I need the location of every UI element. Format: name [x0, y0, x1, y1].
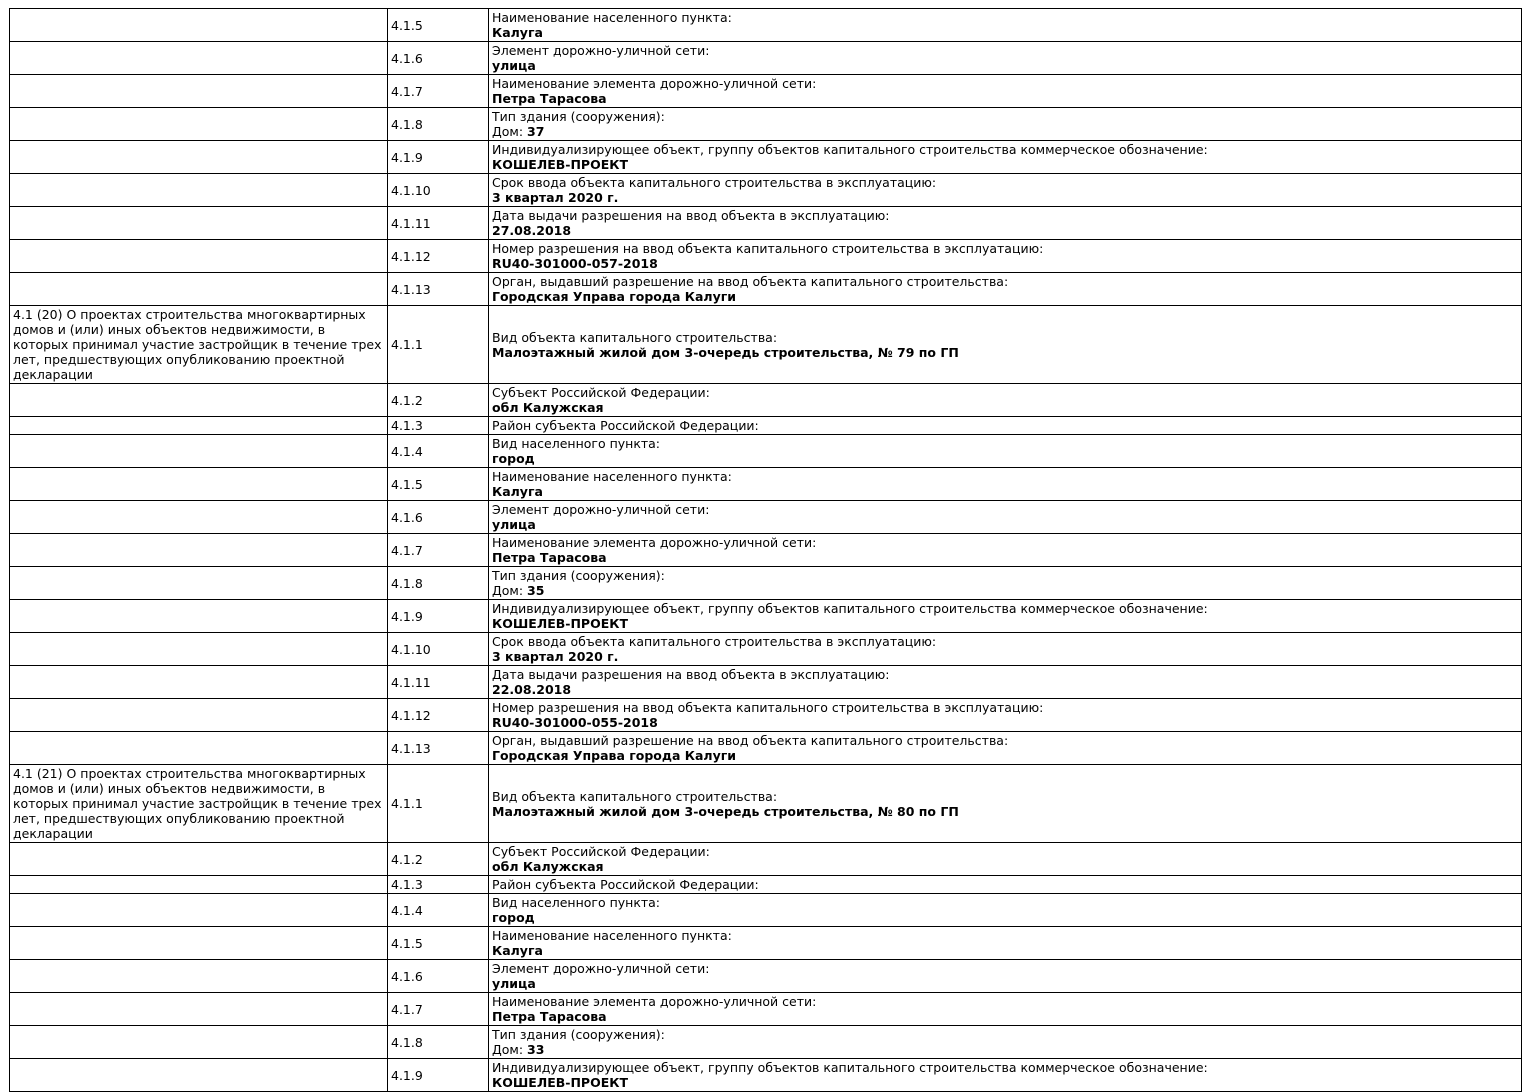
field-value-line	[492, 859, 1518, 874]
section-cell	[10, 141, 388, 174]
field-label: Индивидуализирующее объект, группу объектов капитального строительства коммерческое обозначение:	[492, 1060, 1208, 1075]
field-value: город	[492, 910, 535, 925]
field-value-prefix: Дом:	[492, 1042, 528, 1057]
field-value-line	[492, 256, 1518, 271]
field-value-line	[492, 1075, 1518, 1090]
section-cell	[10, 42, 388, 75]
field-value-line	[492, 804, 1518, 819]
field-label: Индивидуализирующее объект, группу объектов капитального строительства коммерческое обозначение:	[492, 142, 1208, 157]
field-cell	[489, 1059, 1522, 1092]
table-row	[10, 273, 1522, 306]
field-cell	[489, 927, 1522, 960]
field-cell	[489, 894, 1522, 927]
table-row	[10, 207, 1522, 240]
field-label: Дата выдачи разрешения на ввод объекта в эксплуатацию:	[492, 208, 890, 223]
section-cell	[10, 960, 388, 993]
field-value: 37	[527, 124, 545, 139]
declaration-table	[9, 8, 1522, 1092]
field-cell	[489, 699, 1522, 732]
field-value: Городская Управа города Калуги	[492, 289, 737, 304]
field-cell	[489, 876, 1522, 894]
row-code: 4.1.9	[388, 600, 489, 633]
field-value: 3 квартал 2020 г.	[492, 649, 619, 664]
section-cell	[10, 306, 388, 384]
field-label: Наименование элемента дорожно-уличной сети:	[492, 994, 817, 1009]
row-code: 4.1.2	[388, 843, 489, 876]
table-row	[10, 993, 1522, 1026]
field-label: Район субъекта Российской Федерации:	[492, 418, 759, 433]
declaration-table-body	[10, 9, 1522, 1092]
field-label: Субъект Российской Федерации:	[492, 385, 710, 400]
row-code: 4.1.4	[388, 894, 489, 927]
row-code: 4.1.2	[388, 384, 489, 417]
field-value: улица	[492, 58, 536, 73]
field-value: RU40-301000-055-2018	[492, 715, 658, 730]
field-label: Номер разрешения на ввод объекта капитального строительства в эксплуатацию:	[492, 700, 1044, 715]
field-value-line	[492, 223, 1518, 238]
section-cell	[10, 435, 388, 468]
field-value: 3 квартал 2020 г.	[492, 190, 619, 205]
field-cell	[489, 468, 1522, 501]
field-cell	[489, 600, 1522, 633]
section-cell	[10, 501, 388, 534]
field-value-line	[492, 484, 1518, 499]
section-cell	[10, 174, 388, 207]
section-cell	[10, 633, 388, 666]
field-value-line	[492, 748, 1518, 763]
row-code: 4.1.6	[388, 42, 489, 75]
field-value-line	[492, 157, 1518, 172]
field-value: Малоэтажный жилой дом 3-очередь строительства, № 79 по ГП	[492, 344, 959, 360]
section-cell	[10, 876, 388, 894]
table-row	[10, 600, 1522, 633]
field-value-line	[492, 345, 1518, 360]
field-value: Калуга	[492, 484, 543, 499]
field-value-line	[492, 1009, 1518, 1024]
field-label: Дата выдачи разрешения на ввод объекта в эксплуатацию:	[492, 667, 890, 682]
row-code: 4.1.7	[388, 993, 489, 1026]
field-value: Петра Тарасова	[492, 550, 607, 565]
field-label: Район субъекта Российской Федерации:	[492, 877, 759, 892]
field-value: КОШЕЛЕВ-ПРОЕКТ	[492, 616, 628, 631]
field-value: улица	[492, 517, 536, 532]
field-value: Городская Управа города Калуги	[492, 748, 737, 763]
field-label: Наименование элемента дорожно-уличной сети:	[492, 76, 817, 91]
section-cell	[10, 240, 388, 273]
section-cell	[10, 765, 388, 843]
table-row	[10, 894, 1522, 927]
table-row	[10, 9, 1522, 42]
field-label: Индивидуализирующее объект, группу объектов капитального строительства коммерческое обозначение:	[492, 601, 1208, 616]
field-value: 22.08.2018	[492, 682, 572, 697]
field-label: Вид населенного пункта:	[492, 895, 661, 910]
field-cell	[489, 42, 1522, 75]
field-value-line	[492, 976, 1518, 991]
table-row	[10, 240, 1522, 273]
field-value: Калуга	[492, 943, 543, 958]
row-code: 4.1.6	[388, 501, 489, 534]
field-label: Тип здания (сооружения):	[492, 568, 665, 583]
field-cell	[489, 501, 1522, 534]
table-row	[10, 876, 1522, 894]
row-code: 4.1.8	[388, 1026, 489, 1059]
row-code: 4.1.3	[388, 876, 489, 894]
table-row	[10, 417, 1522, 435]
section-cell	[10, 993, 388, 1026]
field-value-line	[492, 91, 1518, 106]
section-cell	[10, 9, 388, 42]
row-code: 4.1.4	[388, 435, 489, 468]
row-code: 4.1.13	[388, 732, 489, 765]
field-value: КОШЕЛЕВ-ПРОЕКТ	[492, 157, 628, 172]
field-value-line	[492, 943, 1518, 958]
row-code: 4.1.3	[388, 417, 489, 435]
field-value: Петра Тарасова	[492, 1009, 607, 1024]
field-value-line	[492, 289, 1518, 304]
field-label: Элемент дорожно-уличной сети:	[492, 502, 710, 517]
section-cell	[10, 600, 388, 633]
field-value-line	[492, 616, 1518, 631]
table-row	[10, 501, 1522, 534]
field-value-line	[492, 682, 1518, 697]
field-value-line	[492, 124, 1518, 139]
field-value-line	[492, 583, 1518, 598]
field-cell	[489, 9, 1522, 42]
field-value: КОШЕЛЕВ-ПРОЕКТ	[492, 1075, 628, 1090]
field-cell	[489, 666, 1522, 699]
field-value: 35	[527, 583, 545, 598]
field-value-line	[492, 715, 1518, 730]
field-cell	[489, 534, 1522, 567]
row-code: 4.1.8	[388, 108, 489, 141]
section-cell	[10, 207, 388, 240]
table-row	[10, 960, 1522, 993]
table-row	[10, 1026, 1522, 1059]
field-value: Калуга	[492, 25, 543, 40]
table-row	[10, 42, 1522, 75]
field-label: Элемент дорожно-уличной сети:	[492, 43, 710, 58]
field-label: Вид объекта капитального строительства:	[492, 788, 778, 804]
row-code: 4.1.10	[388, 174, 489, 207]
table-row	[10, 534, 1522, 567]
field-cell	[489, 207, 1522, 240]
field-cell	[489, 417, 1522, 435]
field-label: Вид населенного пункта:	[492, 436, 661, 451]
table-row	[10, 843, 1522, 876]
row-code: 4.1.5	[388, 927, 489, 960]
field-label: Номер разрешения на ввод объекта капитального строительства в эксплуатацию:	[492, 241, 1044, 256]
section-label: 4.1 (20) О проектах строительства многоквартирных домов и (или) иных объектов недвижимости, в которых принимал участие застройщик в течение трех лет, предшествующих опубликованию проектной декларации	[13, 307, 382, 382]
field-value: Петра Тарасова	[492, 91, 607, 106]
table-row	[10, 666, 1522, 699]
row-code: 4.1.12	[388, 699, 489, 732]
field-value: обл Калужская	[492, 859, 604, 874]
table-row	[10, 633, 1522, 666]
field-cell	[489, 435, 1522, 468]
field-value: обл Калужская	[492, 400, 604, 415]
table-row	[10, 468, 1522, 501]
field-cell	[489, 141, 1522, 174]
field-value-line	[492, 517, 1518, 532]
section-cell	[10, 273, 388, 306]
table-row	[10, 174, 1522, 207]
row-code: 4.1.13	[388, 273, 489, 306]
table-row	[10, 141, 1522, 174]
section-cell	[10, 843, 388, 876]
field-cell	[489, 993, 1522, 1026]
row-code: 4.1.5	[388, 9, 489, 42]
field-label: Наименование населенного пункта:	[492, 928, 732, 943]
field-label: Субъект Российской Федерации:	[492, 844, 710, 859]
field-label: Наименование элемента дорожно-уличной сети:	[492, 535, 817, 550]
row-code: 4.1.9	[388, 1059, 489, 1092]
field-cell	[489, 843, 1522, 876]
field-cell	[489, 75, 1522, 108]
field-cell	[489, 567, 1522, 600]
field-value-line	[492, 58, 1518, 73]
field-cell	[489, 306, 1522, 384]
field-value-prefix: Дом:	[492, 124, 528, 139]
field-value-line	[492, 451, 1518, 466]
section-cell	[10, 666, 388, 699]
table-row	[10, 567, 1522, 600]
field-cell	[489, 732, 1522, 765]
field-cell	[489, 108, 1522, 141]
section-cell	[10, 1059, 388, 1092]
field-value-line	[492, 25, 1518, 40]
table-row	[10, 108, 1522, 141]
field-label: Орган, выдавший разрешение на ввод объекта капитального строительства:	[492, 733, 1009, 748]
section-cell	[10, 567, 388, 600]
field-cell	[489, 273, 1522, 306]
section-cell	[10, 1026, 388, 1059]
section-label: 4.1 (21) О проектах строительства многоквартирных домов и (или) иных объектов недвижимости, в которых принимал участие застройщик в течение трех лет, предшествующих опубликованию проектной декларации	[13, 766, 382, 841]
field-label: Наименование населенного пункта:	[492, 10, 732, 25]
field-label: Срок ввода объекта капитального строительства в эксплуатацию:	[492, 175, 937, 190]
section-cell	[10, 417, 388, 435]
row-code: 4.1.10	[388, 633, 489, 666]
section-cell	[10, 927, 388, 960]
field-cell	[489, 1026, 1522, 1059]
row-code: 4.1.7	[388, 75, 489, 108]
row-code: 4.1.11	[388, 207, 489, 240]
row-code: 4.1.12	[388, 240, 489, 273]
field-cell	[489, 240, 1522, 273]
section-cell	[10, 732, 388, 765]
row-code: 4.1.1	[388, 306, 489, 384]
field-value: RU40-301000-057-2018	[492, 256, 658, 271]
field-label: Элемент дорожно-уличной сети:	[492, 961, 710, 976]
row-code: 4.1.7	[388, 534, 489, 567]
field-value: Малоэтажный жилой дом 3-очередь строительства, № 80 по ГП	[492, 803, 959, 819]
field-cell	[489, 174, 1522, 207]
row-code: 4.1.9	[388, 141, 489, 174]
row-code: 4.1.6	[388, 960, 489, 993]
field-value-line	[492, 400, 1518, 415]
field-cell	[489, 765, 1522, 843]
field-value-prefix: Дом:	[492, 583, 528, 598]
field-value: улица	[492, 976, 536, 991]
table-row	[10, 306, 1522, 384]
field-value-line	[492, 190, 1518, 205]
section-cell	[10, 108, 388, 141]
table-row	[10, 75, 1522, 108]
field-value-line	[492, 550, 1518, 565]
row-code: 4.1.1	[388, 765, 489, 843]
table-row	[10, 1059, 1522, 1092]
field-value: город	[492, 451, 535, 466]
section-cell	[10, 894, 388, 927]
field-label: Вид объекта капитального строительства:	[492, 329, 778, 345]
field-label: Наименование населенного пункта:	[492, 469, 732, 484]
section-cell	[10, 534, 388, 567]
field-cell	[489, 960, 1522, 993]
field-value-line	[492, 1042, 1518, 1057]
section-cell	[10, 468, 388, 501]
section-cell	[10, 384, 388, 417]
field-label: Срок ввода объекта капитального строительства в эксплуатацию:	[492, 634, 937, 649]
row-code: 4.1.8	[388, 567, 489, 600]
table-row	[10, 699, 1522, 732]
field-value-line	[492, 649, 1518, 664]
table-row	[10, 765, 1522, 843]
field-value-line	[492, 910, 1518, 925]
field-value: 27.08.2018	[492, 223, 572, 238]
field-value: 33	[527, 1042, 545, 1057]
row-code: 4.1.5	[388, 468, 489, 501]
section-cell	[10, 699, 388, 732]
field-label: Тип здания (сооружения):	[492, 109, 665, 124]
field-label: Тип здания (сооружения):	[492, 1027, 665, 1042]
table-row	[10, 732, 1522, 765]
row-code: 4.1.11	[388, 666, 489, 699]
field-label: Орган, выдавший разрешение на ввод объекта капитального строительства:	[492, 274, 1009, 289]
table-row	[10, 927, 1522, 960]
table-row	[10, 435, 1522, 468]
table-row	[10, 384, 1522, 417]
field-cell	[489, 633, 1522, 666]
field-cell	[489, 384, 1522, 417]
section-cell	[10, 75, 388, 108]
